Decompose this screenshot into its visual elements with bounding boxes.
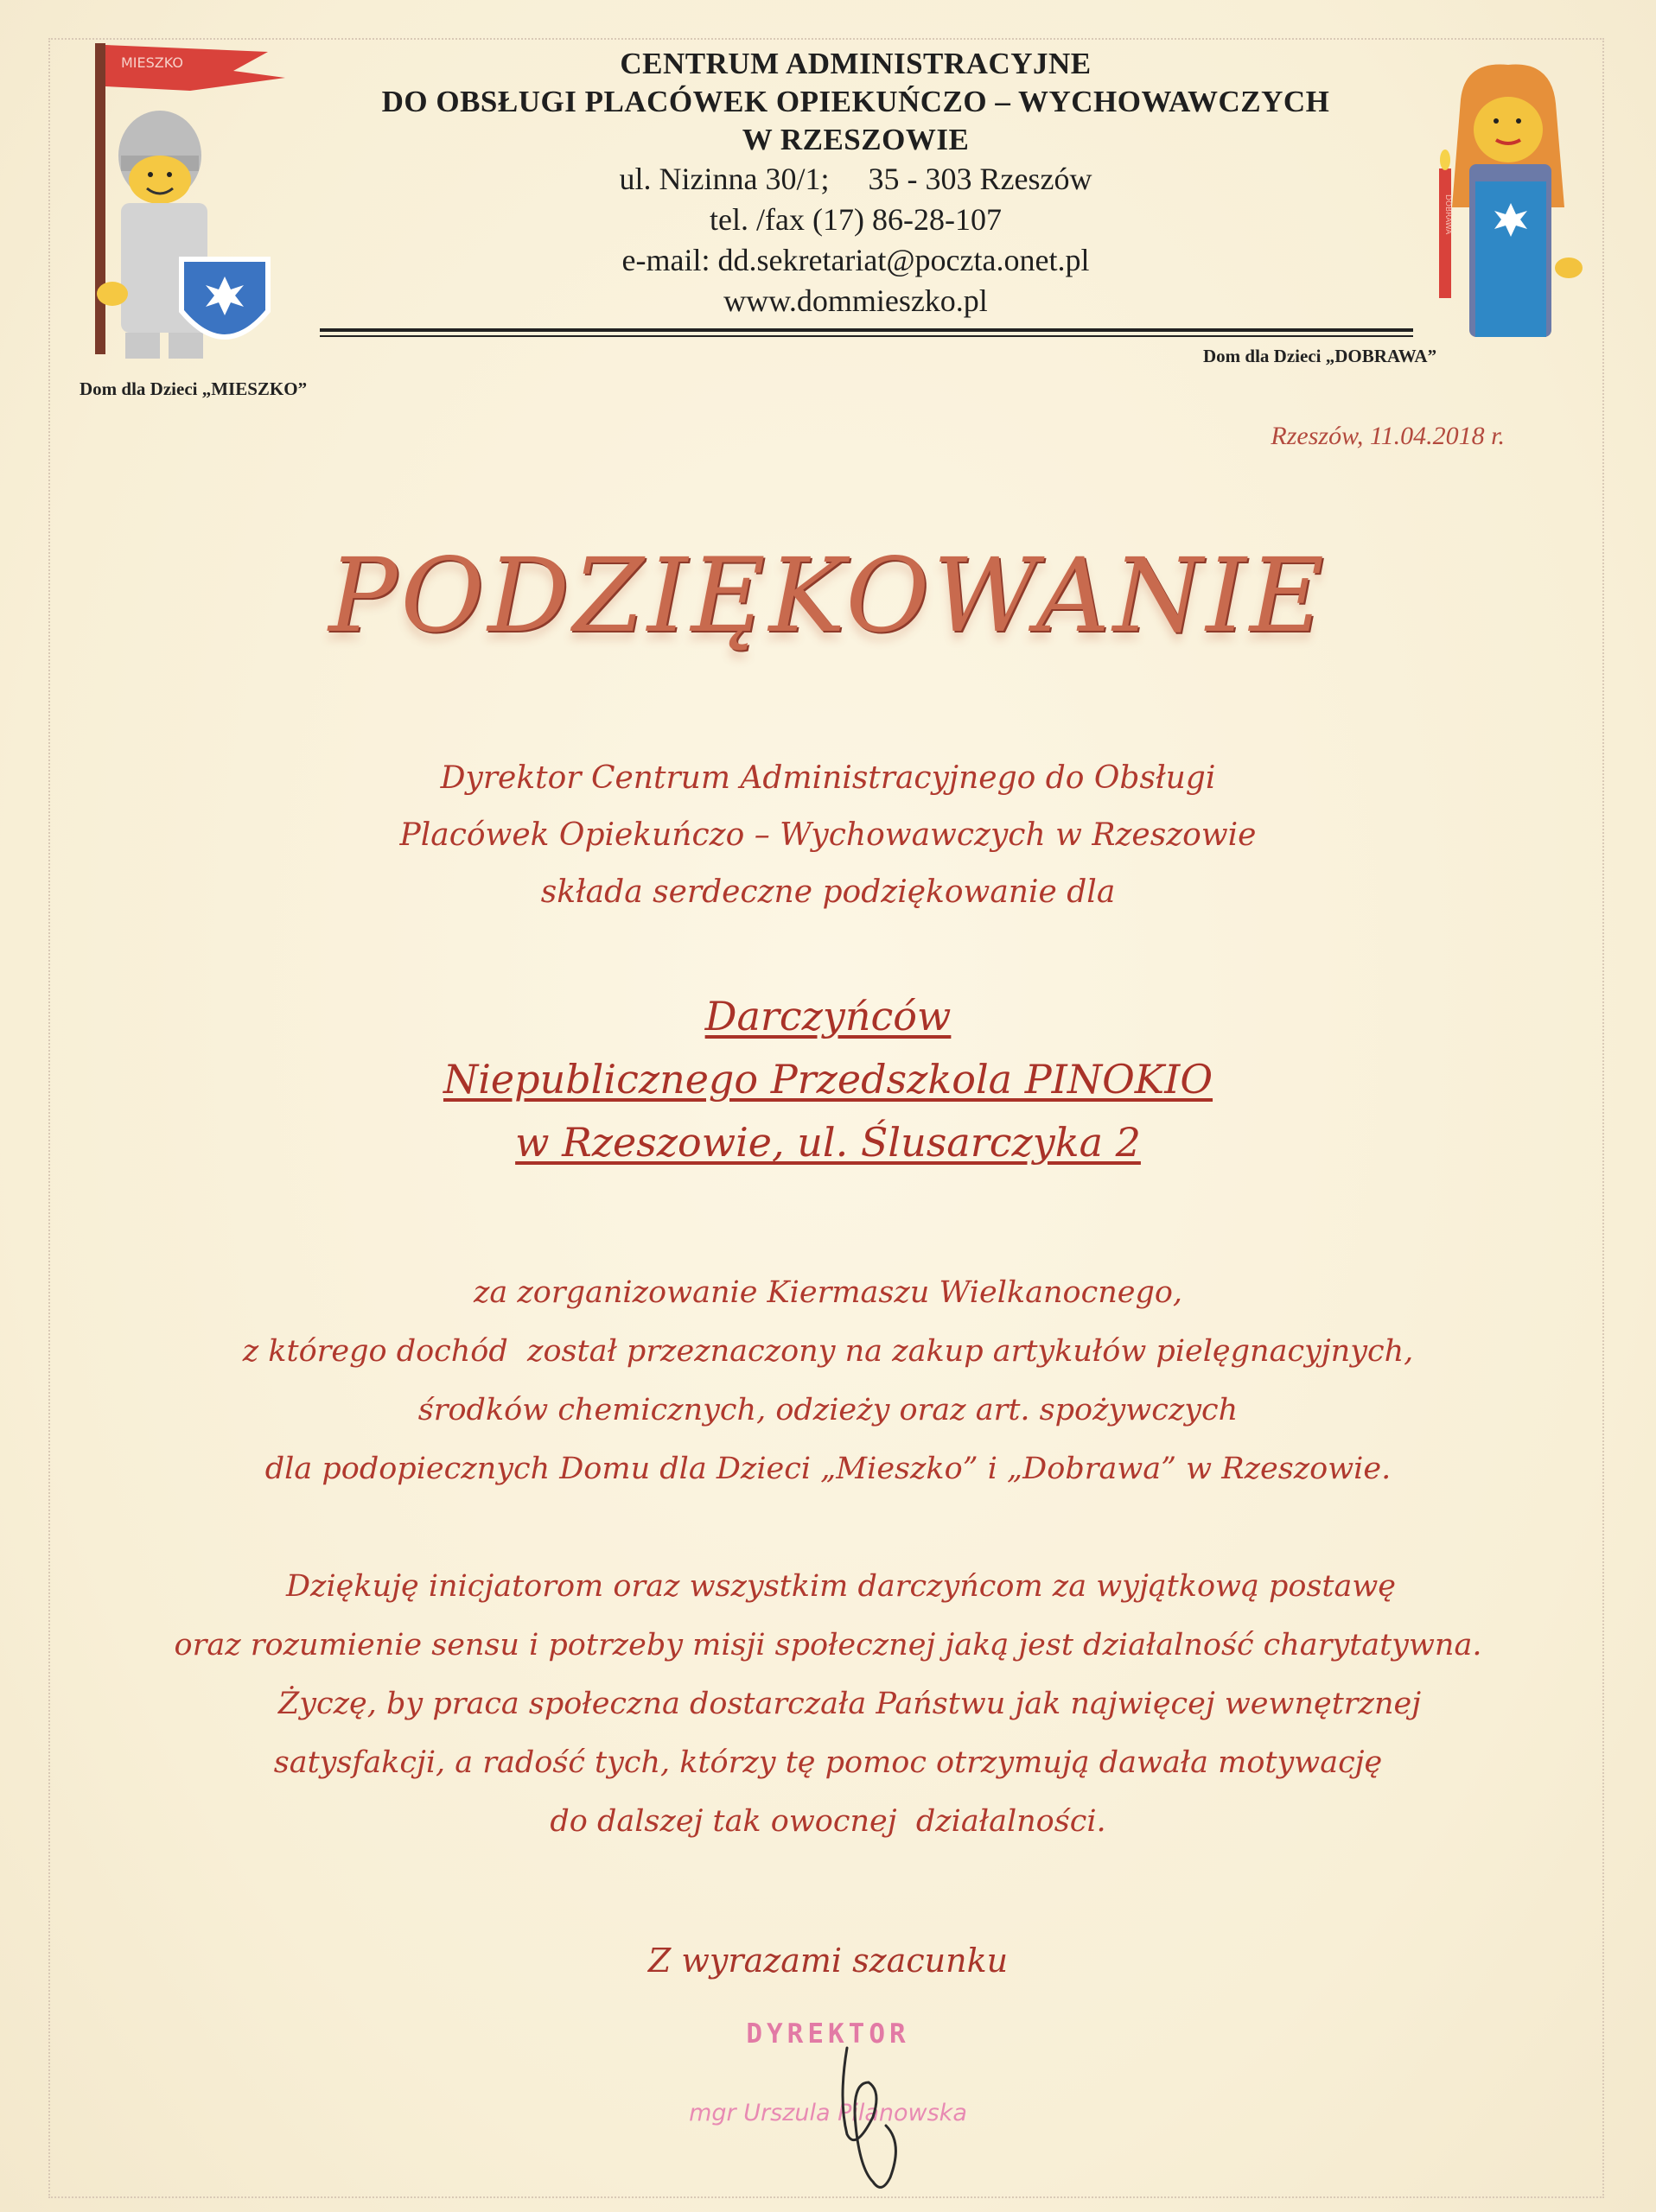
letterhead-line-2: DO OBSŁUGI PLACÓWEK OPIEKUŃCZO – WYCHOWAWCZYCH: [381, 85, 1330, 118]
body-line: Dziękuję inicjatorom oraz wszystkim darczyńcom za wyjątkową postawę: [285, 1569, 1397, 1604]
intro-line: Placówek Opiekuńczo – Wychowawczych w Rzeszowie: [399, 817, 1257, 853]
letterhead-phone: tel. /fax (17) 86-28-107: [710, 202, 1002, 237]
flag-text: MIESZKO: [121, 54, 183, 71]
letterhead-rule-thin: [320, 335, 1413, 337]
letterhead-line-3: W RZESZOWIE: [742, 123, 970, 156]
intro-paragraph: [0, 750, 1656, 921]
body-line: do dalszej tak owocnej działalności.: [550, 1804, 1106, 1839]
letterhead-rule: [320, 328, 1413, 332]
recipient-line: w Rzeszowie, ul. Ślusarczyka 2: [515, 1119, 1141, 1166]
body-paragraph-2: [0, 1557, 1656, 1851]
dobrawa-figure-logo: [1413, 60, 1612, 346]
letterhead-line-1: CENTRUM ADMINISTRACYJNE: [620, 47, 1092, 80]
handwritten-signature: [821, 2031, 959, 2203]
letterhead-address: ul. Nizinna 30/1; 35 - 303 Rzeszów: [619, 162, 1092, 196]
recipient-block: [0, 985, 1656, 1174]
recipient-line: Niepublicznego Przedszkola PINOKIO: [443, 1056, 1213, 1103]
left-logo-caption: Dom dla Dzieci „MIESZKO”: [80, 378, 308, 399]
letter-title: PODZIĘKOWANIE: [328, 536, 1328, 655]
intro-line: Dyrektor Centrum Administracyjnego do Obsługi: [440, 760, 1216, 796]
body-line: za zorganizowanie Kiermaszu Wielkanocnego,: [473, 1275, 1183, 1310]
recipient-line: Darczyńców: [704, 993, 952, 1039]
body-line: środków chemicznych, odzieży oraz art. spożywczych: [417, 1393, 1239, 1427]
closing-salutation: Z wyrazami szacunku: [647, 1942, 1009, 1980]
body-paragraph-1: [0, 1263, 1656, 1498]
letterhead-email: e-mail: dd.sekretariat@poczta.onet.pl: [621, 243, 1090, 277]
body-line: Życzę, by praca społeczna dostarczała Państwu jak najwięcej wewnętrznej: [277, 1687, 1422, 1721]
candle-text: DOBRAWA: [1443, 194, 1452, 235]
letterhead-website: www.dommieszko.pl: [723, 283, 988, 318]
letterhead: [311, 45, 1400, 321]
director-stamp-name: mgr Urszula Pilanowska: [689, 2100, 967, 2126]
mieszko-knight-logo: [61, 26, 311, 372]
intro-line: składa serdeczne podziękowanie dla: [540, 874, 1116, 910]
director-stamp-title: DYREKTOR: [746, 2018, 910, 2050]
right-logo-caption: Dom dla Dzieci „DOBRAWA”: [1203, 346, 1437, 366]
body-line: dla podopiecznych Domu dla Dzieci „Mieszko” i „Dobrawa” w Rzeszowie.: [264, 1452, 1392, 1486]
body-line: z którego dochód został przeznaczony na zakup artykułów pielęgnacyjnych,: [242, 1334, 1414, 1369]
flag-pole: [95, 43, 105, 354]
body-line: oraz rozumienie sensu i potrzeby misji społecznej jaką jest działalność charytatywna.: [174, 1628, 1482, 1662]
letter-date: Rzeszów, 11.04.2018 r.: [1271, 422, 1505, 450]
body-line: satysfakcji, a radość tych, którzy tę pomoc otrzymują dawała motywację: [273, 1745, 1383, 1780]
